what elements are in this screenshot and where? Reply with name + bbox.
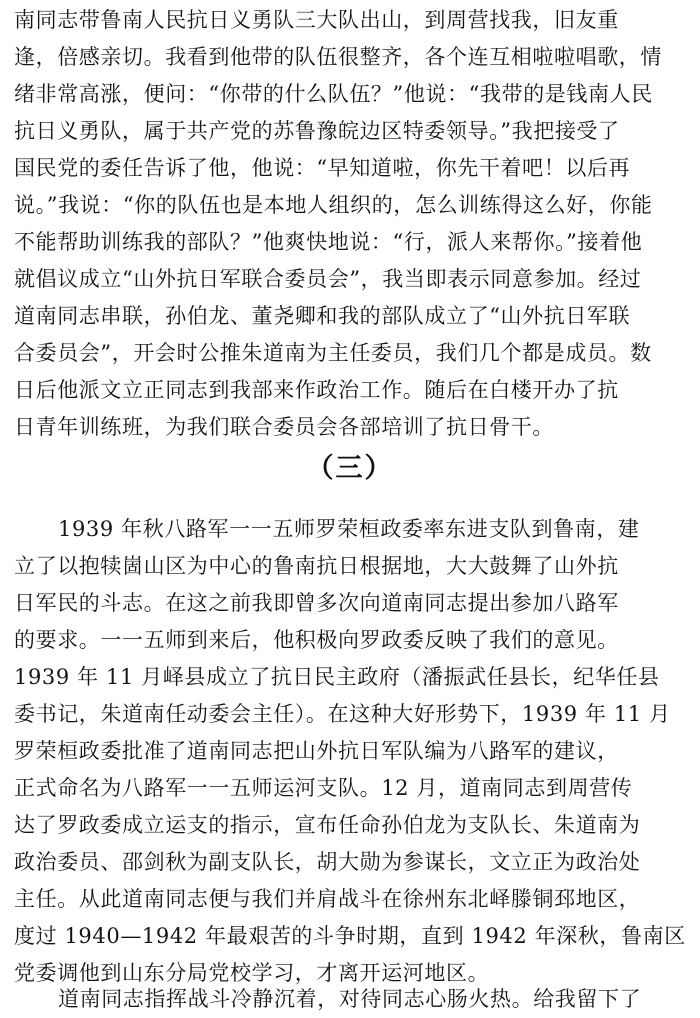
text-line: 日军民的斗志。在这之前我即曾多次向道南同志提出参加八路军 xyxy=(14,591,619,615)
text-line: 1939 年 11 月峄县成立了抗日民主政府（潘振武任县长，纪华任县 xyxy=(14,665,660,689)
text-line: 绪非常高涨，便问：“你带的什么队伍？”他说：“我带的是钱南人民 xyxy=(14,82,653,106)
text-line: 正式命名为八路军一一五师运河支队。12 月，道南同志到周营传 xyxy=(14,776,633,800)
text-line: 达了罗政委成立运支的指示，宣布任命孙伯龙为支队长、朱道南为 xyxy=(14,813,641,837)
text-line: 委书记，朱道南任动委会主任）。在这种大好形势下，1939 年 11 月 xyxy=(14,702,671,726)
text-line: 就倡议成立“山外抗日军联合委员会”，我当即表示同意参加。经过 xyxy=(14,267,642,291)
text-line: 说。”我说：“你的队伍也是本地人组织的，怎么训练得这么好，你能 xyxy=(14,193,653,217)
text-line: 不能帮助训练我的部队？”他爽快地说：“行，派人来帮你。”接着他 xyxy=(14,230,643,254)
text-line: 南同志带鲁南人民抗日义勇队三大队出山，到周营找我，旧友重 xyxy=(14,8,619,32)
text-line: 度过 1940—1942 年最艰苦的斗争时期，直到 1942 年深秋，鲁南区 xyxy=(14,924,686,948)
text-line: 逢，倍感亲切。我看到他带的队伍很整齐，各个连互相啦啦唱歌，情 xyxy=(14,45,662,69)
section-heading: （三） xyxy=(306,453,394,484)
text-line: 日后他派文立正同志到我部来作政治工作。随后在白楼开办了抗 xyxy=(14,378,619,402)
text-line: 国民党的委任告诉了他，他说：“早知道啦，你先干着吧！以后再 xyxy=(14,156,631,180)
text-line: 主任。从此道南同志便与我们并肩战斗在徐州东北峄滕铜邳地区， xyxy=(14,887,641,911)
text-line: 立了以抱犊崮山区为中心的鲁南抗日根据地，大大鼓舞了山外抗 xyxy=(14,554,619,578)
text-line: 党委调他到山东分局党校学习，才离开运河地区。 xyxy=(14,961,490,985)
text-line: 的要求。一一五师到来后，他积极向罗政委反映了我们的意见。 xyxy=(14,628,619,652)
text-line: 罗荣桓政委批准了道南同志把山外抗日军队编为八路军的建议， xyxy=(14,739,619,763)
text-line: 抗日义勇队，属于共产党的苏鲁豫皖边区特委领导。”我把接受了 xyxy=(14,119,620,143)
text-line: 道南同志指挥战斗冷静沉着，对待同志心肠火热。给我留下了 xyxy=(58,987,642,1011)
text-line: 道南同志串联，孙伯龙、董尧卿和我的部队成立了“山外抗日军联 xyxy=(14,304,631,328)
text-line: 合委员会”，开会时公推朱道南为主任委员，我们几个都是成员。数 xyxy=(14,341,652,365)
text-line: 日青年训练班，为我们联合委员会各部培训了抗日骨干。 xyxy=(14,415,554,439)
text-line: 1939 年秋八路军一一五师罗荣桓政委率东进支队到鲁南，建 xyxy=(58,517,640,541)
text-line: 政治委员、邵剑秋为副支队长，胡大勋为参谋长，文立正为政治处 xyxy=(14,850,641,874)
